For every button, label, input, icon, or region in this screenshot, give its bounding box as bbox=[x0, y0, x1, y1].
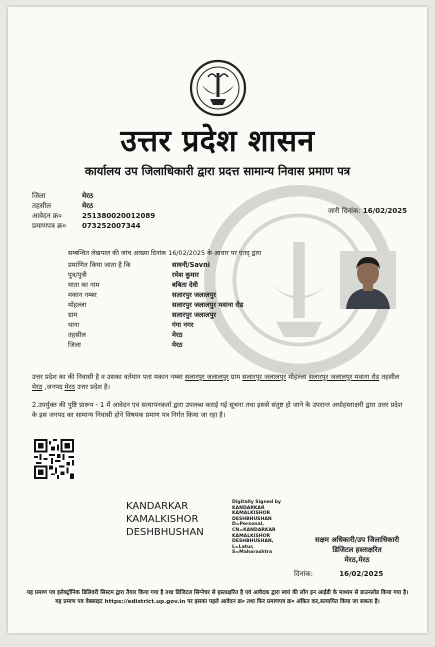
dsig-line: KANDARKAR bbox=[232, 505, 265, 511]
dsig-line: D=Personal, bbox=[232, 522, 264, 528]
government-title: उत्तर प्रदेश शासन bbox=[120, 124, 315, 159]
para-house: सलारपुर जलालपुर bbox=[184, 373, 229, 381]
meta-block bbox=[32, 191, 155, 231]
certificate-page bbox=[8, 7, 427, 633]
row-label: तहसील bbox=[68, 331, 86, 339]
signer-name-line: KAMALKISHOR bbox=[126, 514, 199, 525]
para-text: मोहल्ला bbox=[286, 373, 309, 381]
signing-date bbox=[294, 570, 383, 579]
row-value: रमेश कुमार bbox=[172, 271, 199, 279]
para-text: उत्तर प्रदेश का की निवासी है व उसका वर्तमान पता मकान नम्बर bbox=[32, 373, 185, 381]
para-text: उत्तर प्रदेश है। bbox=[75, 382, 110, 391]
dsig-line: L=Latur, bbox=[232, 544, 254, 550]
signer-name-line: KANDARKAR bbox=[126, 501, 189, 512]
row-value: सलारपुर जलालपुर bbox=[172, 291, 217, 299]
official-designation bbox=[295, 535, 419, 565]
para-text: ग्राम bbox=[228, 373, 243, 381]
para-mohalla: सलारपुर जलालपुर मवाना रोड bbox=[308, 373, 380, 381]
tehsil-value: मेरठ bbox=[82, 202, 94, 210]
detail-row bbox=[68, 320, 243, 330]
dsig-line: Digitally Signed by bbox=[232, 500, 282, 505]
para-text: तहसील bbox=[379, 373, 400, 381]
digitally-signed-label: डिजिटल हस्ताक्षरित bbox=[332, 546, 382, 554]
row-label: मोहल्ला bbox=[68, 301, 87, 309]
district-label: जिला bbox=[32, 192, 46, 200]
detail-row bbox=[68, 290, 243, 300]
details-table bbox=[68, 260, 243, 350]
dsig-line: DESHBHUSHAN bbox=[232, 516, 272, 522]
row-label: माता का नाम bbox=[68, 281, 100, 289]
row-label: मकान नम्बर bbox=[68, 291, 97, 299]
row-value: मेरठ bbox=[172, 331, 183, 339]
certificate-number: 073252007344 bbox=[82, 222, 141, 230]
tehsil-label: तहसील bbox=[32, 202, 51, 210]
residence-paragraph bbox=[32, 373, 404, 392]
detail-row bbox=[68, 330, 243, 340]
signing-date-label: दिनांक: bbox=[294, 570, 313, 578]
footer-note: यह प्रमाण पत्र इलेक्ट्रॉनिक डिलिवरी सिस्टम द्वारा तैयार किया गया है तथा डिजिटल सिग्नेचर से हस्ताक्षरित है एवं आवेदक द्वारा स्वयं की लॉग इन आईडी के माध्यम से डाउनलोड किया गया है। यह प्रमाण पत्र वेबसाइट https://edistrict.up.gov.in पर इसका पहले आवेदन क्र० तथा फिर प्रमाणपत्र क्र० अंकित कर,सत्यापित किया जा सकता है। bbox=[26, 590, 409, 605]
certificate-subtitle: कार्यालय उप जिलाधिकारी द्वारा प्रदत्त सामान्य निवास प्रमाण पत्र bbox=[84, 164, 351, 178]
row-value: बबिता देवी bbox=[172, 281, 198, 289]
issue-date: जारी दिनांक: 16/02/2025 bbox=[327, 207, 407, 215]
applicant-photo-image bbox=[340, 251, 396, 309]
row-label: पुत्र/पुत्री bbox=[68, 271, 87, 279]
signer-name-line: DESHBHUSHAN bbox=[126, 527, 204, 538]
dsig-line: S=Maharashtra bbox=[232, 550, 273, 556]
para-tehsil: मेरठ bbox=[32, 382, 43, 391]
row-value: सावनी/Savni bbox=[172, 261, 211, 269]
row-label: थाना bbox=[68, 321, 80, 329]
row-label: प्रमाणित किया जाता है कि bbox=[68, 261, 131, 269]
application-number: 251380020012089 bbox=[82, 212, 156, 220]
issue-date-value: 16/02/2025 bbox=[362, 207, 407, 215]
detail-row bbox=[68, 280, 243, 290]
row-value: गंगा नगर bbox=[172, 321, 194, 329]
qr-code-icon bbox=[34, 439, 74, 479]
confirmation-paragraph: 2.उपर्युक्त की पुष्टि प्रारूप - 1 में आवेदन एवं सत्यापनकर्ता द्वारा उपलब्ध कराई गई सूचना तथा इससे संतुष्ट हो जाने के उपरान्त अधोहस्ताक्षरी द्वारा उत्तर प्रदेश के इस जनपद का सामान्य निवासी होने विषयक प्रमाण पत्र निर्गत किया जा रहा है। bbox=[32, 401, 403, 419]
state-emblem-icon bbox=[188, 59, 248, 117]
detail-row bbox=[68, 340, 243, 350]
application-label: आवेदन क्र० bbox=[32, 212, 62, 220]
intro-line: सम्बन्धित लेखपाल की जांच आख्या दिनांक 16/02/2025 के आधार पर एतद् द्वारा bbox=[68, 249, 262, 257]
row-value: मेरठ bbox=[172, 341, 183, 349]
row-label: ग्राम bbox=[68, 311, 78, 319]
digital-signature-details bbox=[232, 500, 281, 556]
detail-row bbox=[68, 310, 243, 320]
detail-row bbox=[68, 270, 243, 280]
para-village: सलारपुर जलालपुर bbox=[242, 373, 287, 381]
row-label: जिला bbox=[68, 341, 81, 349]
certificate-label: प्रमाणपत्र क्र० bbox=[32, 222, 67, 230]
para-text: ,जनपद bbox=[42, 382, 65, 391]
signing-date-value: 16/02/2025 bbox=[339, 570, 384, 578]
row-value: सलारपुर जलालपुर मवाना रोड bbox=[172, 301, 244, 309]
signing-place: मेरठ,मेरठ bbox=[344, 556, 370, 564]
issue-date-label: जारी दिनांक bbox=[327, 207, 359, 215]
designation-title: सक्षम अधिकारी/उप जिलाधिकारी bbox=[314, 536, 400, 544]
dsig-line: KAMALKISHOR bbox=[232, 533, 271, 539]
detail-row bbox=[68, 300, 243, 310]
district-value: मेरठ bbox=[82, 192, 94, 200]
detail-row bbox=[68, 260, 243, 270]
dsig-line: CN=KANDARKAR bbox=[232, 527, 276, 533]
dsig-line: KAMALKISHOR bbox=[232, 511, 271, 517]
row-value: सलारपुर जलालपुर bbox=[172, 311, 217, 319]
para-district: मेरठ bbox=[64, 382, 76, 391]
signer-name bbox=[126, 500, 204, 539]
applicant-photo bbox=[340, 251, 396, 309]
dsig-line: DESHBHUSHAN, bbox=[232, 539, 274, 545]
